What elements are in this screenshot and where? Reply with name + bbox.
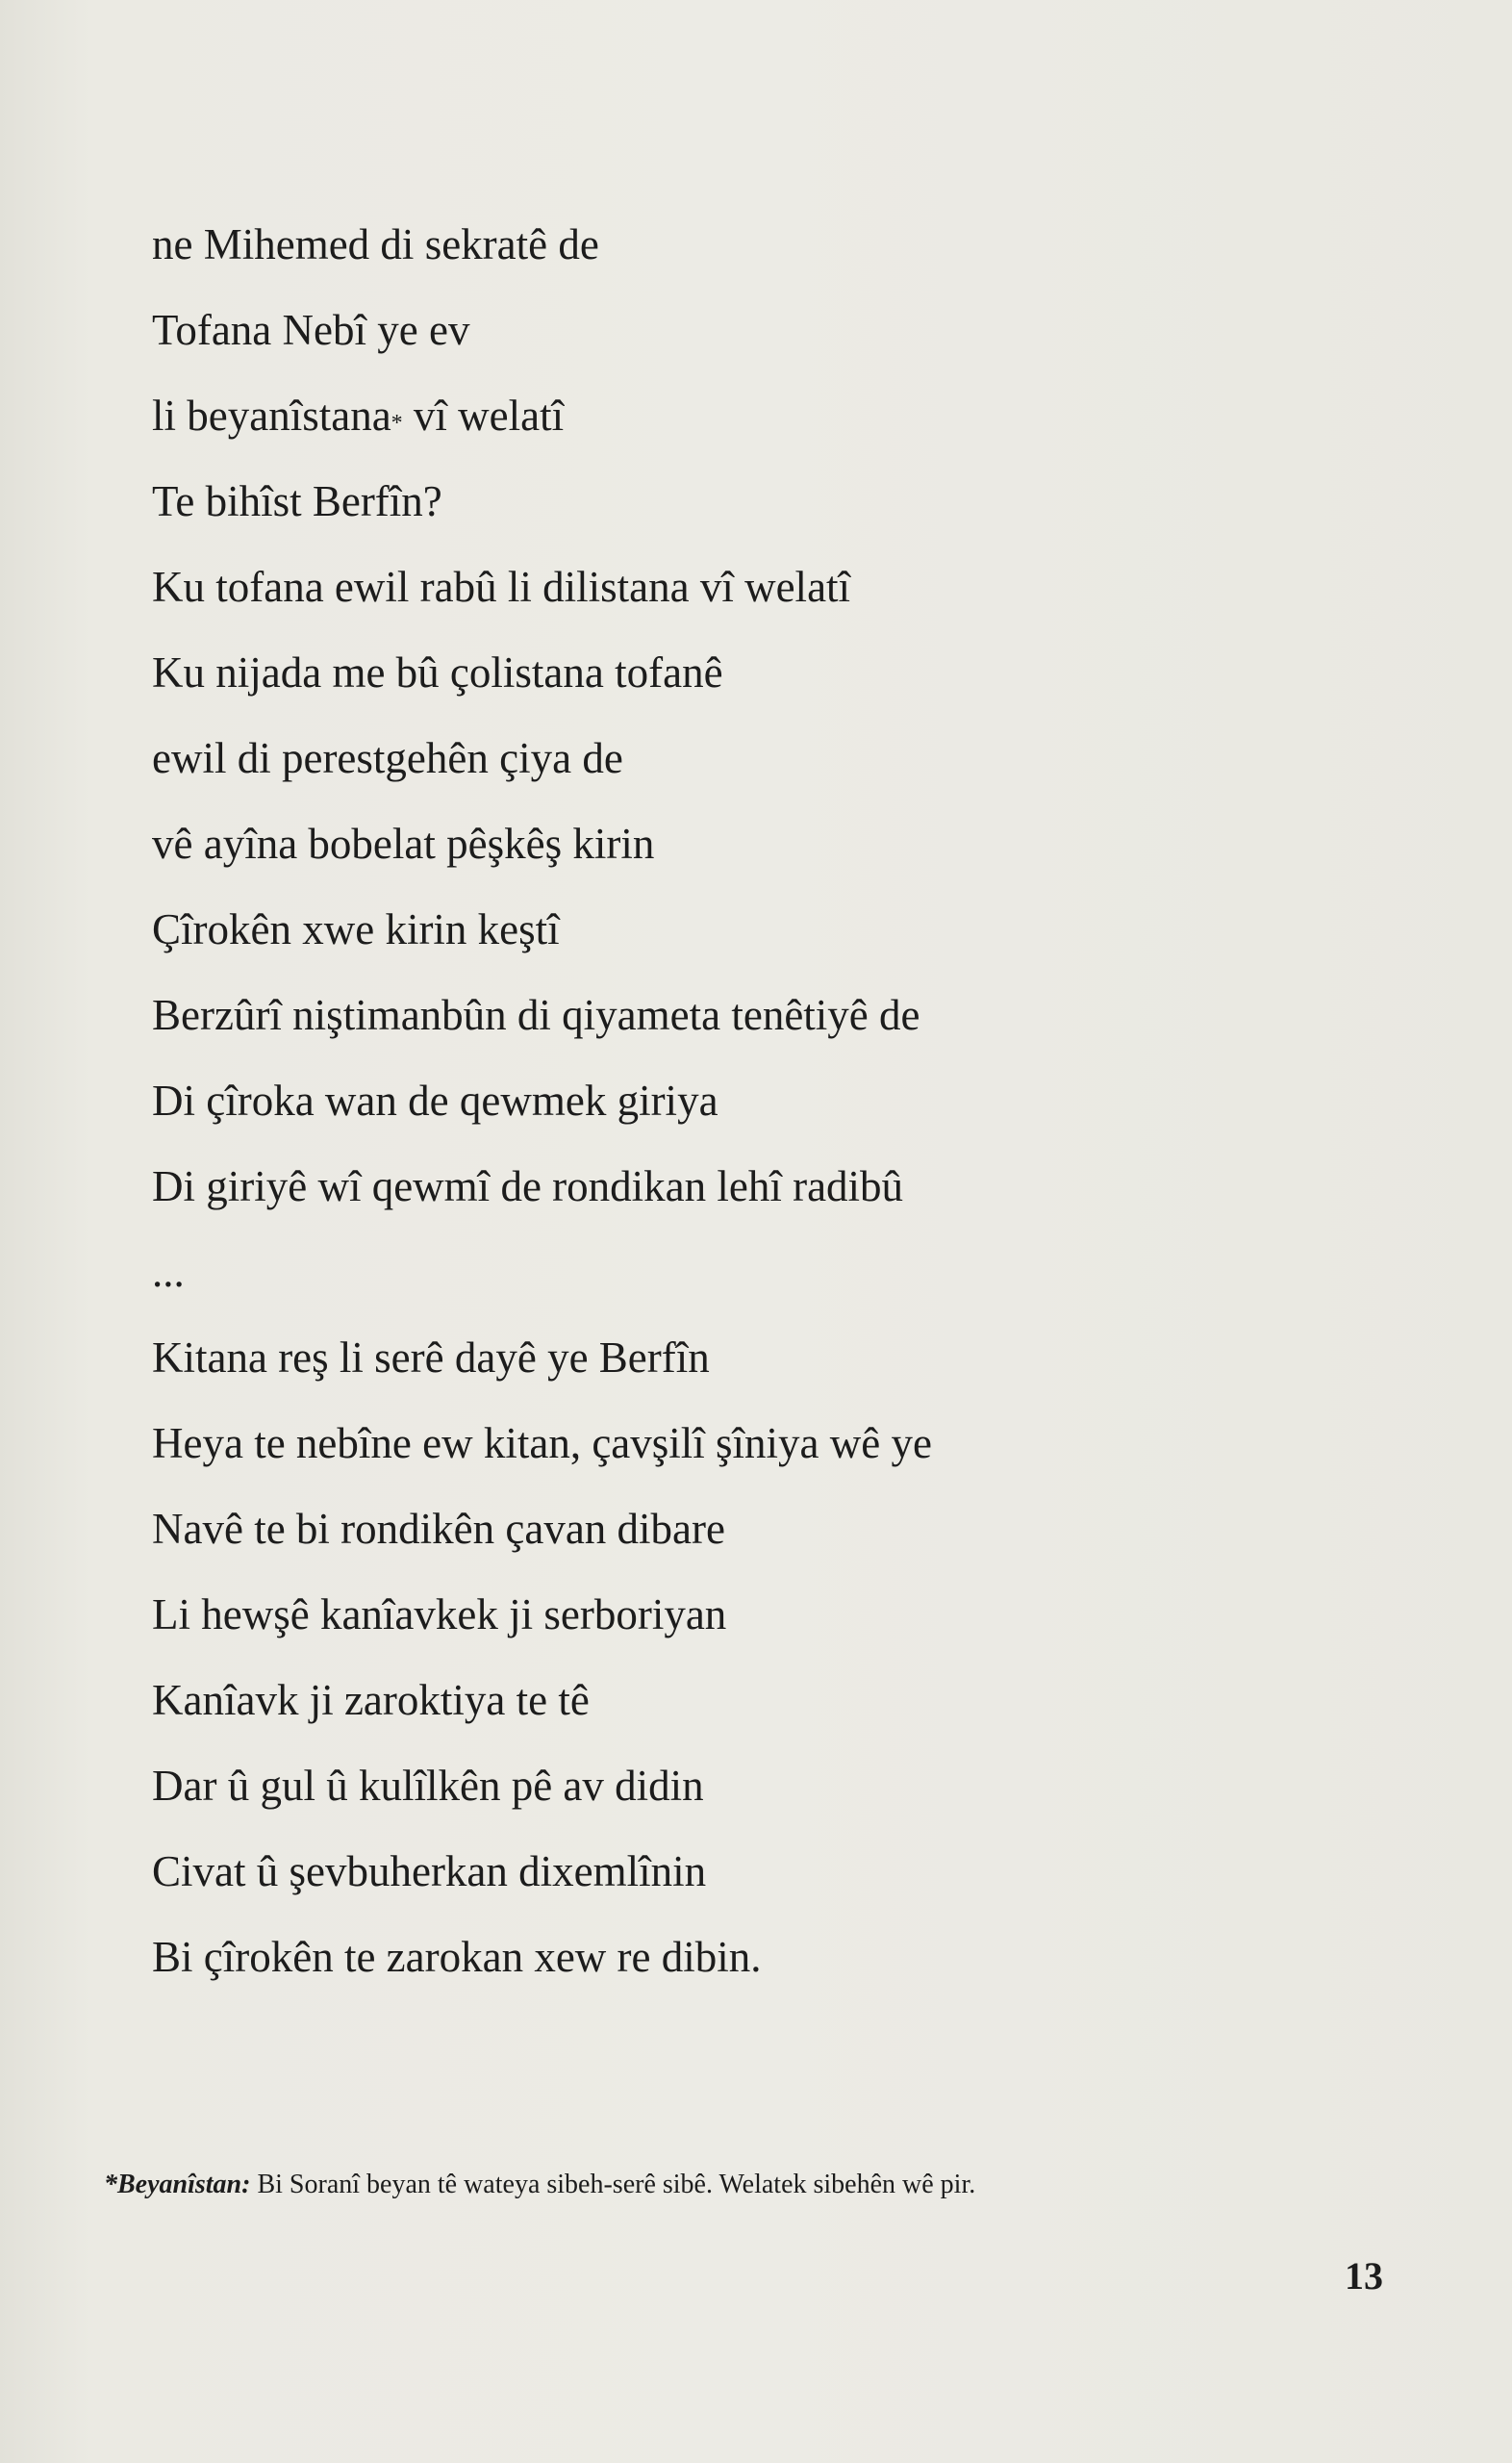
footnote-term: *Beyanîstan:	[104, 2170, 251, 2199]
poem-line-18: Dar û gul û kulîlkên pê av didin	[152, 1762, 704, 1810]
poem-line-9: Çîrokên xwe kirin keştî	[152, 905, 560, 953]
footnote-text: Bi Soranî beyan tê wateya sibeh-serê sibê. Welatek sibehên wê pir.	[250, 2170, 976, 2199]
poem-line-1: ne Mihemed di sekratê de	[152, 220, 599, 268]
page-number: 13	[1345, 2254, 1383, 2298]
poem-line-12: Di giriyê wî qewmî de rondikan lehî radibû	[152, 1162, 904, 1210]
poem-line-3-start: li beyanîstana	[152, 392, 391, 440]
footnote-mark: *	[391, 411, 403, 436]
poem-line-13: Kitana reş li serê dayê ye Berfîn	[152, 1333, 710, 1382]
poem-line-3	[152, 373, 1354, 459]
poem-ellipsis: ...	[152, 1248, 185, 1296]
poem-line-7: ewil di perestgehên çiya de	[152, 734, 623, 782]
poem-line-19: Civat û şevbuherkan dixemlînin	[152, 1847, 707, 1895]
poem-line-10: Berzûrî niştimanbûn di qiyameta tenêtiyê de	[152, 991, 920, 1039]
poem-line-5: Ku tofana ewil rabû li dilistana vî welatî	[152, 563, 851, 611]
poem-line-15: Navê te bi rondikên çavan dibare	[152, 1505, 725, 1553]
poem-line-8: vê ayîna bobelat pêşkêş kirin	[152, 820, 655, 868]
poem-line-3-end: vî welatî	[402, 392, 565, 440]
poem-line-20: Bi çîrokên te zarokan xew re dibin.	[152, 1933, 762, 1981]
poem-line-6: Ku nijada me bû çolistana tofanê	[152, 648, 723, 697]
poem-line-16: Li hewşê kanîavkek ji serboriyan	[152, 1590, 727, 1638]
poem-line-4: Te bihîst Berfîn?	[152, 477, 442, 525]
poem-line-17: Kanîavk ji zaroktiya te tê	[152, 1676, 590, 1724]
footnote	[104, 2170, 975, 2200]
poem-line-11: Di çîroka wan de qewmek giriya	[152, 1077, 718, 1125]
poem-line-2: Tofana Nebî ye ev	[152, 306, 470, 354]
poem-body	[152, 202, 1354, 2000]
poem-line-14: Heya te nebîne ew kitan, çavşilî şîniya wê ye	[152, 1419, 932, 1467]
